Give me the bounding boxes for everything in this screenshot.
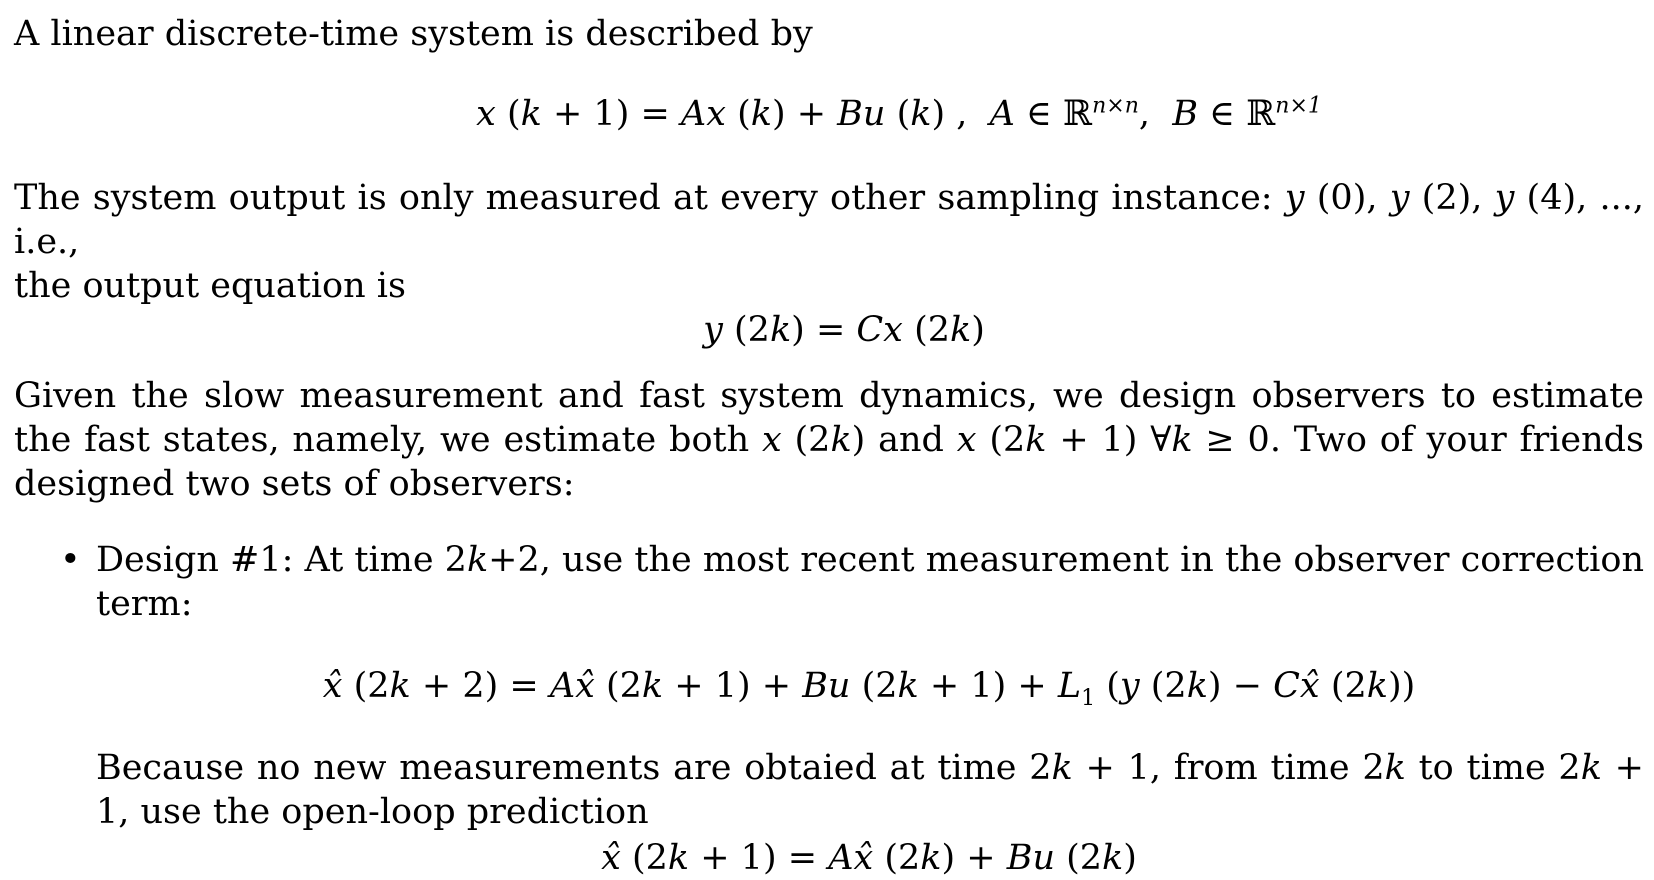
design1-label: Design #1: At time 2k+2, use the most recent measurement in the observer correction term: (96, 540, 1644, 624)
dynamics-equation: x (k + 1) = Ax (k) + Bu (k) , A ∈ ℝ$^{n\times n}$, B ∈ ℝ$^{n\times 1}$ (476, 93, 1322, 134)
bullet-icon: • (60, 540, 81, 580)
open-loop-equation: x̂ (2k + 1) = Ax̂ (2k) + Bu (2k) (601, 838, 1137, 878)
observers-paragraph: Given the slow measurement and fast system dynamics, we design observers to estimate the fast states, namely, we estimate both x (2k) and x (2k + 1) ∀k ≥ 0. Two of your friends designed two sets of observers: (14, 376, 1644, 504)
design1-item (60, 538, 1644, 626)
document-page (14, 12, 1644, 880)
open-loop-note: Because no new measurements are obtaied at time 2k + 1, from time 2k to time 2k + 1, use the open-loop prediction (96, 748, 1644, 832)
measurement-paragraph: The system output is only measured at every other sampling instance: y (0), y (2), y (4), ..., i.e., the output equation is (14, 178, 1644, 306)
intro-text: A linear discrete-time system is described by (14, 14, 813, 54)
design1-update-equation: x̂ (2k + 2) = Ax̂ (2k + 1) + Bu $(2k + 1) + L_1$ (y (2k) − Cx̂ (2k)) (322, 666, 1416, 711)
output-equation: y (2k) = Cx (2k) (703, 310, 985, 350)
